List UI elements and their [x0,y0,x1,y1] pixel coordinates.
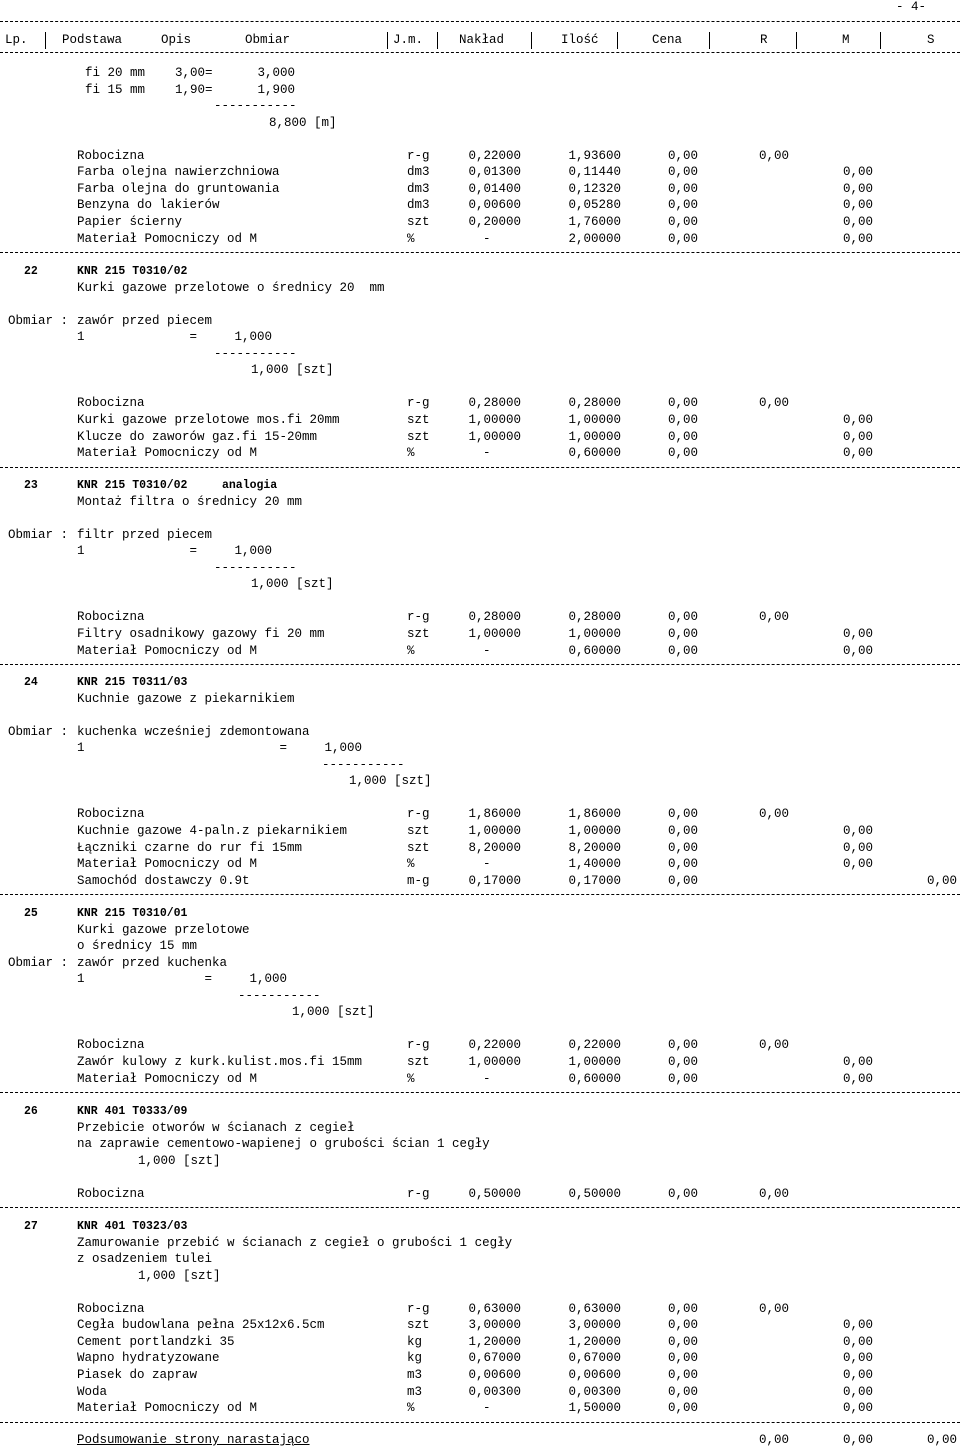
obmiar-label: Obmiar : [8,955,69,970]
item-unit: % [407,446,415,461]
item-naklad: 0,00600 [468,198,521,213]
item-cena: 0,00 [667,807,698,822]
item-naklad: 1,20000 [468,1334,521,1349]
item-name: Cegła budowlana pełna 25x12x6.5cm [77,1318,325,1333]
item-cena: 0,00 [667,1054,698,1069]
item-ilosc: 0,50000 [568,1186,621,1201]
item-unit: r-g [407,610,430,625]
page-number: - 4- [895,0,926,14]
position-code-note: analogia [222,479,278,492]
item-r: 0,00 [758,807,789,822]
position-description: Montaż filtra o średnicy 20 mm [77,494,303,509]
position-description: Kurki gazowe przelotowe [77,922,250,937]
header-lp: Lp. [5,33,28,47]
item-naklad: 1,00000 [468,1054,521,1069]
item-ilosc: 0,60000 [568,643,621,658]
item-cena: 0,00 [667,626,698,641]
position-description: na zaprawie cementowo-wapienej o grubości ścian 1 cegły [77,1137,490,1152]
item-unit: szt [407,840,430,855]
item-m: 0,00 [842,643,873,658]
calc-line: fi 20 mm 3,00= 3,000 [85,66,296,80]
header-naklad: Nakład [459,33,505,47]
item-r: 0,00 [758,1038,789,1053]
item-m: 0,00 [842,198,873,213]
header-separator [880,32,881,49]
header-separator [796,32,797,49]
calc-dash: ----------- [214,99,297,114]
item-unit: % [407,1401,415,1416]
calc-total: 8,800 [m] [269,115,337,130]
obmiar-dash: ----------- [238,988,321,1003]
item-naklad: 0,50000 [468,1186,521,1201]
item-cena: 0,00 [667,1401,698,1416]
item-m: 0,00 [842,1351,873,1366]
obmiar-dash: ----------- [322,757,405,772]
item-r: 0,00 [758,610,789,625]
item-naklad: 8,20000 [468,840,521,855]
item-ilosc: 0,67000 [568,1351,621,1366]
item-unit: szt [407,429,430,444]
item-ilosc: 1,00000 [568,412,621,427]
position-description: Kuchnie gazowe z piekarnikiem [77,691,295,706]
item-cena: 0,00 [667,396,698,411]
position-number: 25 [24,907,38,920]
item-name: Filtry osadnikowy gazowy fi 20 mm [77,626,325,641]
item-naklad: - [483,1401,491,1416]
item-naklad: 1,00000 [468,823,521,838]
separator-rule [0,467,960,468]
obmiar-total: 1,000 [szt] [292,1005,375,1020]
obmiar-calc: 1 = 1,000 [77,544,273,559]
position-description: z osadzeniem tulei [77,1252,213,1267]
separator-rule [0,1422,960,1423]
item-ilosc: 0,05280 [568,198,621,213]
item-ilosc: 0,22000 [568,1038,621,1053]
item-unit: % [407,231,415,246]
item-cena: 0,00 [667,840,698,855]
item-r: 0,00 [758,1301,789,1316]
item-naklad: 0,01400 [468,181,521,196]
item-m: 0,00 [842,1384,873,1399]
position-number: 27 [24,1220,38,1233]
item-m: 0,00 [842,181,873,196]
separator-rule [0,1092,960,1093]
item-ilosc: 0,00300 [568,1384,621,1399]
item-name: Papier ścierny [77,214,183,229]
item-name: Benzyna do lakierów [77,198,220,213]
position-code: KNR 215 T0311/03 [77,676,188,689]
position-number: 26 [24,1105,38,1118]
header-bottom-rule [0,52,960,53]
header-jm: J.m. [393,33,424,47]
summary-s: 0,00 [926,1433,957,1447]
item-ilosc: 0,28000 [568,396,621,411]
obmiar-description: zawór przed piecem [77,313,213,328]
item-cena: 0,00 [667,1301,698,1316]
item-naklad: 1,00000 [468,429,521,444]
obmiar-label: Obmiar : [8,313,69,328]
item-naklad: 1,00000 [468,412,521,427]
item-r: 0,00 [758,396,789,411]
header-separator [709,32,710,49]
obmiar-description: kuchenka wcześniej zdemontowana [77,724,310,739]
item-ilosc: 0,17000 [568,873,621,888]
item-cena: 0,00 [667,198,698,213]
item-unit: % [407,1071,415,1086]
item-name: Cement portlandzki 35 [77,1334,235,1349]
obmiar-calc: 1 = 1,000 [77,330,273,345]
item-name: Klucze do zaworów gaz.fi 15-20mm [77,429,318,444]
item-name: Woda [77,1384,108,1399]
item-unit: kg [407,1351,423,1366]
header-s: S [927,33,935,47]
item-unit: % [407,857,415,872]
summary-r: 0,00 [758,1433,789,1447]
item-ilosc: 1,00000 [568,626,621,641]
obmiar-total: 1,000 [szt] [138,1153,221,1168]
obmiar-dash: ----------- [214,560,297,575]
item-naklad: - [483,857,491,872]
summary-m: 0,00 [842,1433,873,1447]
item-name: Materiał Pomocniczy od M [77,857,258,872]
item-ilosc: 1,20000 [568,1334,621,1349]
item-unit: r-g [407,148,430,163]
item-name: Materiał Pomocniczy od M [77,1401,258,1416]
item-cena: 0,00 [667,1384,698,1399]
item-name: Zawór kulowy z kurk.kulist.mos.fi 15mm [77,1054,363,1069]
item-cena: 0,00 [667,1351,698,1366]
item-name: Robocizna [77,1186,145,1201]
item-naklad: 0,28000 [468,396,521,411]
item-naklad: - [483,446,491,461]
position-code: KNR 215 T0310/02 [77,265,188,278]
item-name: Robocizna [77,396,145,411]
item-naklad: 0,67000 [468,1351,521,1366]
item-cena: 0,00 [667,1334,698,1349]
item-naklad: 0,22000 [468,1038,521,1053]
item-ilosc: 0,28000 [568,610,621,625]
item-naklad: - [483,643,491,658]
position-number: 23 [24,479,38,492]
item-name: Materiał Pomocniczy od M [77,1071,258,1086]
position-description: Przebicie otworów w ścianach z cegieł [77,1120,355,1135]
item-cena: 0,00 [667,857,698,872]
item-cena: 0,00 [667,148,698,163]
item-unit: szt [407,214,430,229]
item-cena: 0,00 [667,231,698,246]
item-unit: szt [407,626,430,641]
item-ilosc: 1,40000 [568,857,621,872]
item-unit: r-g [407,396,430,411]
header-r: R [760,33,768,47]
position-code: KNR 401 T0333/09 [77,1105,188,1118]
position-number: 22 [24,265,38,278]
item-m: 0,00 [842,1401,873,1416]
item-m: 0,00 [842,446,873,461]
item-naklad: 3,00000 [468,1318,521,1333]
item-r: 0,00 [758,1186,789,1201]
item-naklad: - [483,1071,491,1086]
item-m: 0,00 [842,429,873,444]
obmiar-total: 1,000 [szt] [138,1268,221,1283]
item-unit: r-g [407,1186,430,1201]
obmiar-calc: 1 = 1,000 [77,741,363,756]
item-m: 0,00 [842,231,873,246]
item-m: 0,00 [842,1367,873,1382]
item-naklad: 1,00000 [468,626,521,641]
item-ilosc: 1,93600 [568,148,621,163]
item-unit: m3 [407,1367,423,1382]
header-top-rule [0,21,960,22]
item-cena: 0,00 [667,181,698,196]
item-unit: szt [407,1318,430,1333]
item-unit: m3 [407,1384,423,1399]
item-unit: m-g [407,873,430,888]
item-name: Robocizna [77,1301,145,1316]
obmiar-total: 1,000 [szt] [251,577,334,592]
item-unit: szt [407,412,430,427]
obmiar-total: 1,000 [szt] [349,774,432,789]
item-unit: kg [407,1334,423,1349]
item-name: Farba olejna do gruntowania [77,181,280,196]
position-code: KNR 401 T0323/03 [77,1220,188,1233]
summary-label: Podsumowanie strony narastająco [77,1433,310,1447]
item-name: Robocizna [77,807,145,822]
item-s: 0,00 [926,873,957,888]
item-name: Łączniki czarne do rur fi 15mm [77,840,303,855]
item-cena: 0,00 [667,165,698,180]
item-unit: r-g [407,807,430,822]
item-name: Piasek do zapraw [77,1367,198,1382]
item-unit: dm3 [407,165,430,180]
item-naklad: 0,20000 [468,214,521,229]
item-ilosc: 3,00000 [568,1318,621,1333]
header-ilosc: Ilość [561,33,599,47]
item-m: 0,00 [842,840,873,855]
item-name: Materiał Pomocniczy od M [77,643,258,658]
item-unit: szt [407,823,430,838]
item-name: Kurki gazowe przelotowe mos.fi 20mm [77,412,340,427]
item-cena: 0,00 [667,610,698,625]
item-ilosc: 1,00000 [568,823,621,838]
item-naklad: 0,00600 [468,1367,521,1382]
item-name: Materiał Pomocniczy od M [77,231,258,246]
item-cena: 0,00 [667,429,698,444]
item-cena: 0,00 [667,214,698,229]
item-ilosc: 8,20000 [568,840,621,855]
header-separator [531,32,532,49]
item-ilosc: 0,00600 [568,1367,621,1382]
item-m: 0,00 [842,214,873,229]
item-naklad: 0,63000 [468,1301,521,1316]
position-description: Zamurowanie przebić w ścianach z cegieł o grubości 1 cegły [77,1235,513,1250]
obmiar-total: 1,000 [szt] [251,363,334,378]
item-ilosc: 0,60000 [568,446,621,461]
item-naklad: 0,00300 [468,1384,521,1399]
item-naklad: 0,17000 [468,873,521,888]
header-separator [45,32,46,49]
obmiar-label: Obmiar : [8,527,69,542]
item-name: Kuchnie gazowe 4-paln.z piekarnikiem [77,823,348,838]
item-m: 0,00 [842,412,873,427]
item-unit: r-g [407,1038,430,1053]
item-cena: 0,00 [667,1186,698,1201]
position-description: o średnicy 15 mm [77,939,198,954]
separator-rule [0,664,960,665]
item-name: Robocizna [77,148,145,163]
header-cena: Cena [652,33,683,47]
item-naklad: - [483,231,491,246]
item-ilosc: 1,50000 [568,1401,621,1416]
calc-line: fi 15 mm 1,90= 1,900 [85,82,296,97]
item-m: 0,00 [842,857,873,872]
item-cena: 0,00 [667,1367,698,1382]
item-ilosc: 1,86000 [568,807,621,822]
item-ilosc: 1,00000 [568,429,621,444]
item-cena: 0,00 [667,446,698,461]
item-m: 0,00 [842,823,873,838]
item-unit: szt [407,1054,430,1069]
header-separator [437,32,438,49]
header-separator [387,32,388,49]
item-name: Robocizna [77,610,145,625]
item-name: Materiał Pomocniczy od M [77,446,258,461]
position-description: Kurki gazowe przelotowe o średnicy 20 mm [77,280,385,295]
separator-rule [0,252,960,253]
header-obmiar: Obmiar [245,33,291,47]
item-m: 0,00 [842,1334,873,1349]
item-m: 0,00 [842,1318,873,1333]
position-code: KNR 215 T0310/02 [77,479,188,492]
item-m: 0,00 [842,626,873,641]
position-number: 24 [24,676,38,689]
separator-rule [0,1207,960,1208]
item-naklad: 0,01300 [468,165,521,180]
item-naklad: 1,86000 [468,807,521,822]
item-unit: dm3 [407,198,430,213]
item-unit: r-g [407,1301,430,1316]
item-unit: dm3 [407,181,430,196]
obmiar-label: Obmiar : [8,724,69,739]
item-cena: 0,00 [667,1038,698,1053]
header-separator [617,32,618,49]
item-ilosc: 0,11440 [568,165,621,180]
item-cena: 0,00 [667,1071,698,1086]
header-m: M [842,33,850,47]
item-cena: 0,00 [667,643,698,658]
obmiar-description: zawór przed kuchenka [77,955,228,970]
item-name: Farba olejna nawierzchniowa [77,165,280,180]
table-header [0,32,960,48]
item-naklad: 0,22000 [468,148,521,163]
item-name: Samochód dostawczy 0.9t [77,873,250,888]
item-cena: 0,00 [667,823,698,838]
item-name: Robocizna [77,1038,145,1053]
obmiar-dash: ----------- [214,346,297,361]
separator-rule [0,894,960,895]
obmiar-description: filtr przed piecem [77,527,213,542]
item-r: 0,00 [758,148,789,163]
obmiar-calc: 1 = 1,000 [77,972,288,987]
item-cena: 0,00 [667,412,698,427]
item-ilosc: 0,60000 [568,1071,621,1086]
item-ilosc: 2,00000 [568,231,621,246]
item-cena: 0,00 [667,1318,698,1333]
position-code: KNR 215 T0310/01 [77,907,188,920]
item-ilosc: 0,63000 [568,1301,621,1316]
item-ilosc: 1,76000 [568,214,621,229]
item-unit: % [407,643,415,658]
item-cena: 0,00 [667,873,698,888]
item-m: 0,00 [842,1054,873,1069]
item-m: 0,00 [842,165,873,180]
item-ilosc: 1,00000 [568,1054,621,1069]
item-m: 0,00 [842,1071,873,1086]
item-ilosc: 0,12320 [568,181,621,196]
header-podstawa: Podstawa [62,33,123,47]
item-name: Wapno hydratyzowane [77,1351,220,1366]
header-opis: Opis [161,33,192,47]
item-naklad: 0,28000 [468,610,521,625]
